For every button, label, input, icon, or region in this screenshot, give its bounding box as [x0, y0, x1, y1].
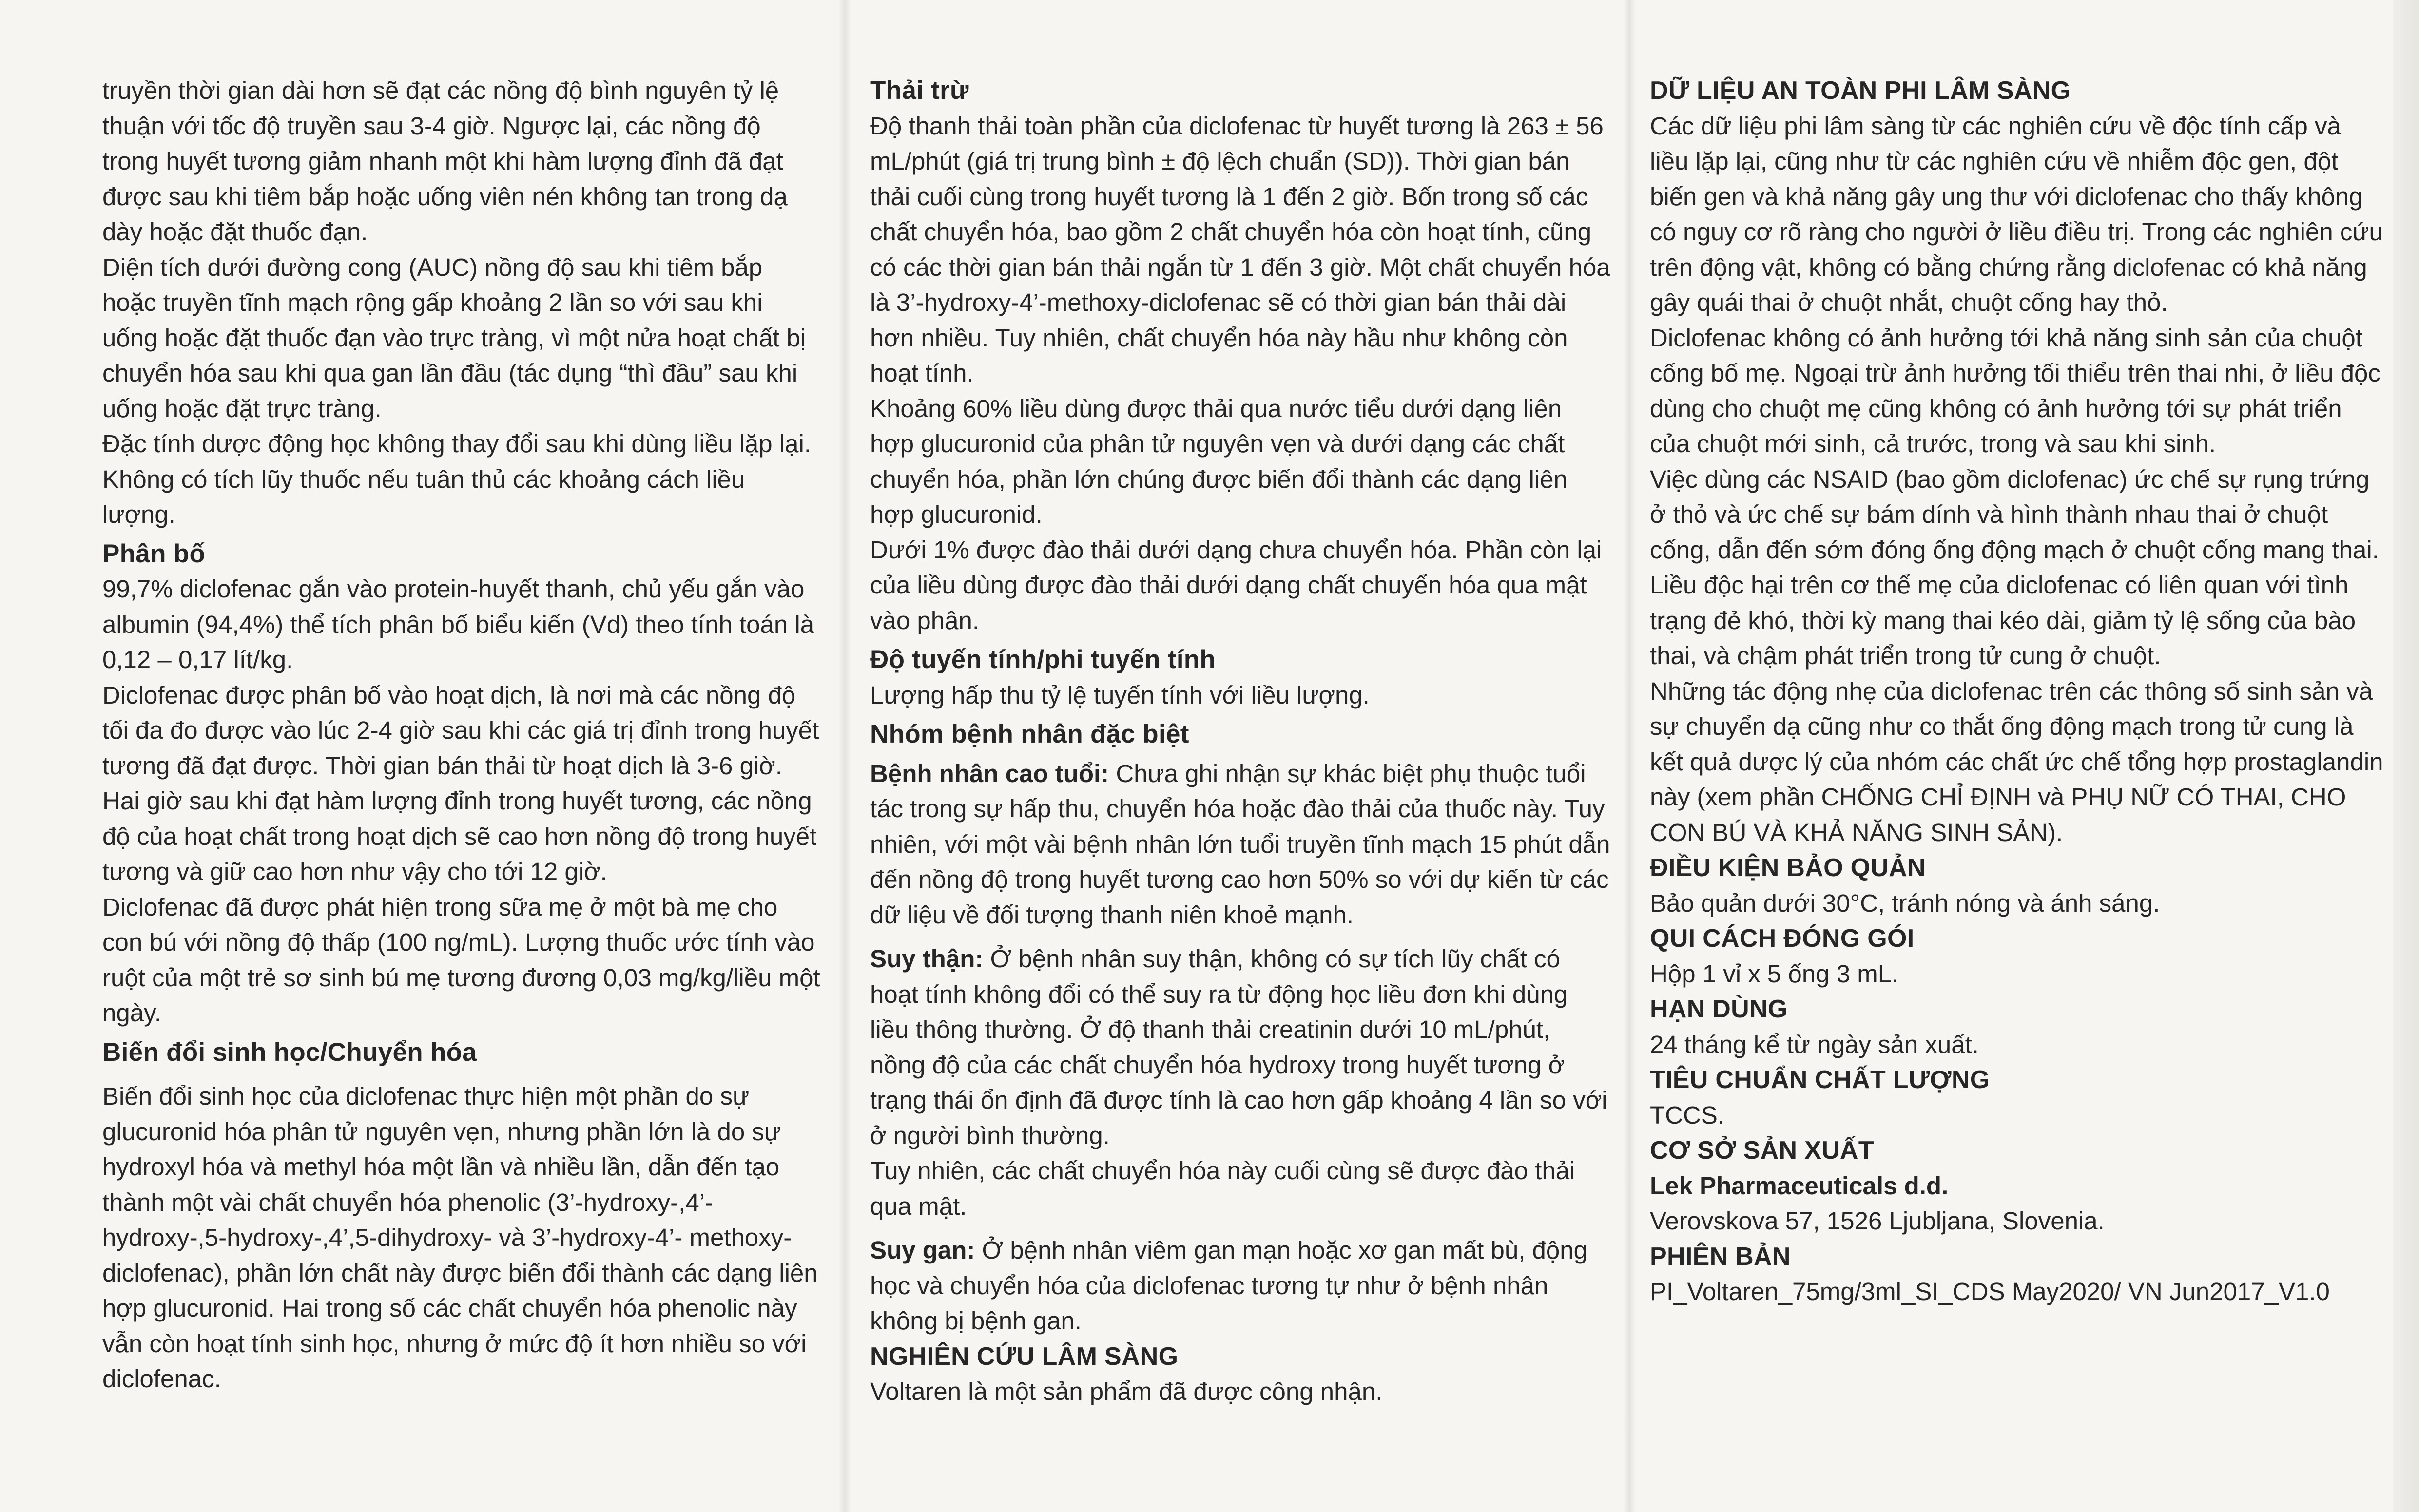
hepatic-text: Ở bệnh nhân viêm gan mạn hoặc xơ gan mất bù, động học và chuyển hóa của diclofenac tương tự như ở bệnh nhân không bị bệnh gan.	[870, 1236, 1588, 1335]
paragraph: Biến đổi sinh học của diclofenac thực hiện một phần do sự glucuronid hóa phân tử nguyên vẹn, nhưng phần lớn là do sự hydroxyl hóa và methyl hóa một lần và nhiều lần, dẫn đến tạo thành một vài chất chuyển hóa phenolic (3’-hydroxy-,4’-hydroxy-,5-hydroxy-,4’,5-dihydroxy- và 3’-hydroxy-4’- methoxy-diclofenac), phần lớn chất này được biến đổi thành các dạng liên hợp glucuronid. Hai trong số các chất chuyển hóa phenolic này vẫn còn hoạt tính sinh học, nhưng ở mức độ ít hơn nhiều so với diclofenac.	[102, 1082, 818, 1393]
paragraph: Các dữ liệu phi lâm sàng từ các nghiên cứu về độc tính cấp và liều lặp lại, cũng như từ các nghiên cứu về nhiễm độc gen, đột biến gen và khả năng gây ung thư với diclofenac cho thấy không có nguy cơ rõ ràng cho người ở liều điều trị. Trong các nghiên cứu trên động vật, không có bằng chứng rằng diclofenac có khả năng gây quái thai ở chuột nhắt, chuột cống hay thỏ.	[1650, 112, 2383, 316]
paragraph-renal	[870, 941, 1611, 1153]
section-heading: Nhóm bệnh nhân đặc biệt	[870, 720, 1189, 748]
paragraph: Diclofenac được phân bố vào hoạt dịch, là nơi mà các nồng độ tối đa đo được vào lúc 2-4 giờ sau khi các giá trị đỉnh trong huyết tương đã đạt được. Thời gian bán thải từ hoạt dịch là 3-6 giờ. Hai giờ sau khi đạt hàm lượng đỉnh trong huyết tương, các nồng độ của hoạt chất trong hoạt dịch sẽ cao hơn nồng độ trong huyết tương và giữ cao hơn như vậy cho tới 12 giờ.	[102, 681, 819, 885]
paragraph: Diện tích dưới đường cong (AUC) nồng độ sau khi tiêm bắp hoặc truyền tĩnh mạch rộng gấp khoảng 2 lần so với sau khi uống hoặc đặt thuốc đạn vào trực tràng, vì một nửa hoạt chất bị chuyển hóa sau khi qua gan lần đầu (tác dụng “thì đầu” sau khi uống hoặc đặt trực tràng.	[102, 253, 806, 422]
renal-text: Ở bệnh nhân suy thận, không có sự tích lũy chất có hoạt tính không đổi có thể suy ra từ động học liều đơn khi dùng liều thông thường. Ở độ thanh thải creatinin dưới 10 mL/phút, nồng độ của các chất chuyển hóa hydroxy trong huyết tương ở trạng thái ổn định đã được tính là cao hơn gấp khoảng 4 lần so với ở người bình thường.	[870, 945, 1607, 1149]
fold-line	[838, 0, 851, 1512]
paragraph: Hộp 1 vỉ x 5 ống 3 mL.	[1650, 959, 1899, 988]
paragraph: Việc dùng các NSAID (bao gồm diclofenac) ức chế sự rụng trứng ở thỏ và ức chế sự bám dính và hình thành nhau thai ở chuột cống, dẫn đến sớm đóng ống động mạch ở chuột cống mang thai. Liều độc hại trên cơ thể mẹ của diclofenac có liên quan với tình trạng đẻ khó, thời kỳ mang thai kéo dài, giảm tỷ lệ sống của bào thai, và chậm phát triển trong tử cung ở chuột.	[1650, 465, 2379, 670]
elderly-text: Chưa ghi nhận sự khác biệt phụ thuộc tuổi tác trong sự hấp thu, chuyển hóa hoặc đào thải của thuốc này. Tuy nhiên, với một vài bệnh nhân lớn tuổi truyền tĩnh mạch 15 phút dẫn đến nồng độ trong huyết tương cao hơn 50% so với dự kiến từ các dữ liệu về đối tượng thanh niên khoẻ mạnh.	[870, 759, 1610, 929]
paragraph: 24 tháng kể từ ngày sản xuất.	[1650, 1030, 1979, 1058]
section-heading: CƠ SỞ SẢN XUẤT	[1650, 1136, 1874, 1165]
paragraph: Khoảng 60% liều dùng được thải qua nước tiểu dưới dạng liên hợp glucuronid của phân tử nguyên vẹn và dưới dạng các chất chuyển hóa, phần lớn chúng được biến đổi thành các dạng liên hợp glucuronid.	[870, 394, 1568, 528]
section-heading: PHIÊN BẢN	[1650, 1242, 1791, 1271]
section-heading: Phân bố	[102, 539, 206, 568]
section-heading: Thải trừ	[870, 76, 969, 105]
paragraph: Diclofenac đã được phát hiện trong sữa mẹ ở một bà mẹ cho con bú với nồng độ thấp (100 ng/mL). Lượng thuốc ước tính vào ruột của một trẻ sơ sinh bú mẹ tương đương 0,03 mg/kg/liều một ngày.	[102, 893, 820, 1027]
paragraph: Đặc tính dược động học không thay đổi sau khi dùng liều lặp lại. Không có tích lũy thuốc nếu tuân thủ các khoảng cách liều lượng.	[102, 430, 812, 528]
section-heading: NGHIÊN CỨU LÂM SÀNG	[870, 1342, 1179, 1371]
paragraph: Bảo quản dưới 30°C, tránh nóng và ánh sáng.	[1650, 889, 2160, 917]
paragraph: 99,7% diclofenac gắn vào protein-huyết thanh, chủ yếu gắn vào albumin (94,4%) thể tích phân bố biểu kiến (Vd) theo tính toán là 0,12 – 0,17 lít/kg.	[102, 575, 814, 673]
paragraph: Những tác động nhẹ của diclofenac trên các thông số sinh sản và sự chuyển dạ cũng như co thắt ống động mạch trong tử cung là kết quả dược lý của nhóm các chất ức chế tổng hợp prostaglandin này (xem phần CHỐNG CHỈ ĐỊNH và PHỤ NỮ CÓ THAI, CHO CON BÚ VÀ KHẢ NĂNG SINH SẢN).	[1650, 677, 2383, 846]
section-heading: DỮ LIỆU AN TOÀN PHI LÂM SÀNG	[1650, 77, 2071, 105]
paragraph: Độ thanh thải toàn phần của diclofenac từ huyết tương là 263 ± 56 mL/phút (giá trị trung bình ± độ lệch chuẩn (SD)). Thời gian bán thải cuối cùng trong huyết tương là 1 đến 2 giờ. Bốn trong số các chất chuyển hóa, bao gồm 2 chất chuyển hóa còn hoạt tính, cũng có các thời gian bán thải ngắn từ 1 đến 3 giờ. Một chất chuyển hóa là 3’-hydroxy-4’-methoxy-diclofenac sẽ có thời gian bán thải dài hơn nhiều. Tuy nhiên, chất chuyển hóa này hầu như không còn hoạt tính.	[870, 112, 1610, 387]
column-middle	[870, 73, 1611, 1410]
subheading-elderly: Bệnh nhân cao tuổi:	[870, 759, 1109, 787]
section-heading: Biến đổi sinh học/Chuyển hóa	[102, 1037, 477, 1067]
paragraph: Lượng hấp thu tỷ lệ tuyến tính với liều lượng.	[870, 681, 1370, 709]
subheading-hepatic: Suy gan:	[870, 1236, 975, 1264]
column-left	[102, 73, 821, 1397]
column-right	[1650, 73, 2383, 1310]
section-heading: TIÊU CHUẨN CHẤT LƯỢNG	[1650, 1066, 1990, 1094]
paragraph: Dưới 1% được đào thải dưới dạng chưa chuyển hóa. Phần còn lại của liều dùng được đào thải dưới dạng chất chuyển hóa qua mật vào phân.	[870, 536, 1602, 634]
paragraph-elderly	[870, 756, 1611, 933]
paper-edge	[2393, 0, 2419, 1512]
paragraph: Voltaren là một sản phẩm đã được công nhận.	[870, 1378, 1383, 1405]
manufacturer-address: Verovskova 57, 1526 Ljubljana, Slovenia.	[1650, 1207, 2105, 1235]
subheading-renal: Suy thận:	[870, 945, 984, 973]
fold-line	[1623, 0, 1636, 1512]
section-heading: HẠN DÙNG	[1650, 995, 1788, 1023]
version-string: PI_Voltaren_75mg/3ml_SI_CDS May2020/ VN Jun2017_V1.0	[1650, 1278, 2330, 1305]
section-heading: Độ tuyến tính/phi tuyến tính	[870, 645, 1216, 674]
paragraph: Diclofenac không có ảnh hưởng tới khả năng sinh sản của chuột cống bố mẹ. Ngoại trừ ảnh hưởng tối thiểu trên thai nhi, ở liều độc dùng cho chuột mẹ cũng không có ảnh hưởng tới sự phát triển của chuột mới sinh, cả trước, trong và sau khi sinh.	[1650, 324, 2380, 458]
paragraph: truyền thời gian dài hơn sẽ đạt các nồng độ bình nguyên tỷ lệ thuận với tốc độ truyền sau 3-4 giờ. Ngược lại, các nồng độ trong huyết tương giảm nhanh một khi hàm lượng đỉnh đã đạt được sau khi tiêm bắp hoặc uống viên nén không tan trong dạ dày hoặc đặt thuốc đạn.	[102, 77, 788, 246]
section-heading: QUI CÁCH ĐÓNG GÓI	[1650, 924, 1915, 953]
section-heading: ĐIỀU KIỆN BẢO QUẢN	[1650, 854, 1926, 882]
paragraph-hepatic	[870, 1233, 1611, 1339]
manufacturer-name: Lek Pharmaceuticals d.d.	[1650, 1171, 1949, 1200]
paragraph: TCCS.	[1650, 1101, 1724, 1129]
paragraph: Tuy nhiên, các chất chuyển hóa này cuối cùng sẽ được đào thải qua mật.	[870, 1157, 1575, 1220]
